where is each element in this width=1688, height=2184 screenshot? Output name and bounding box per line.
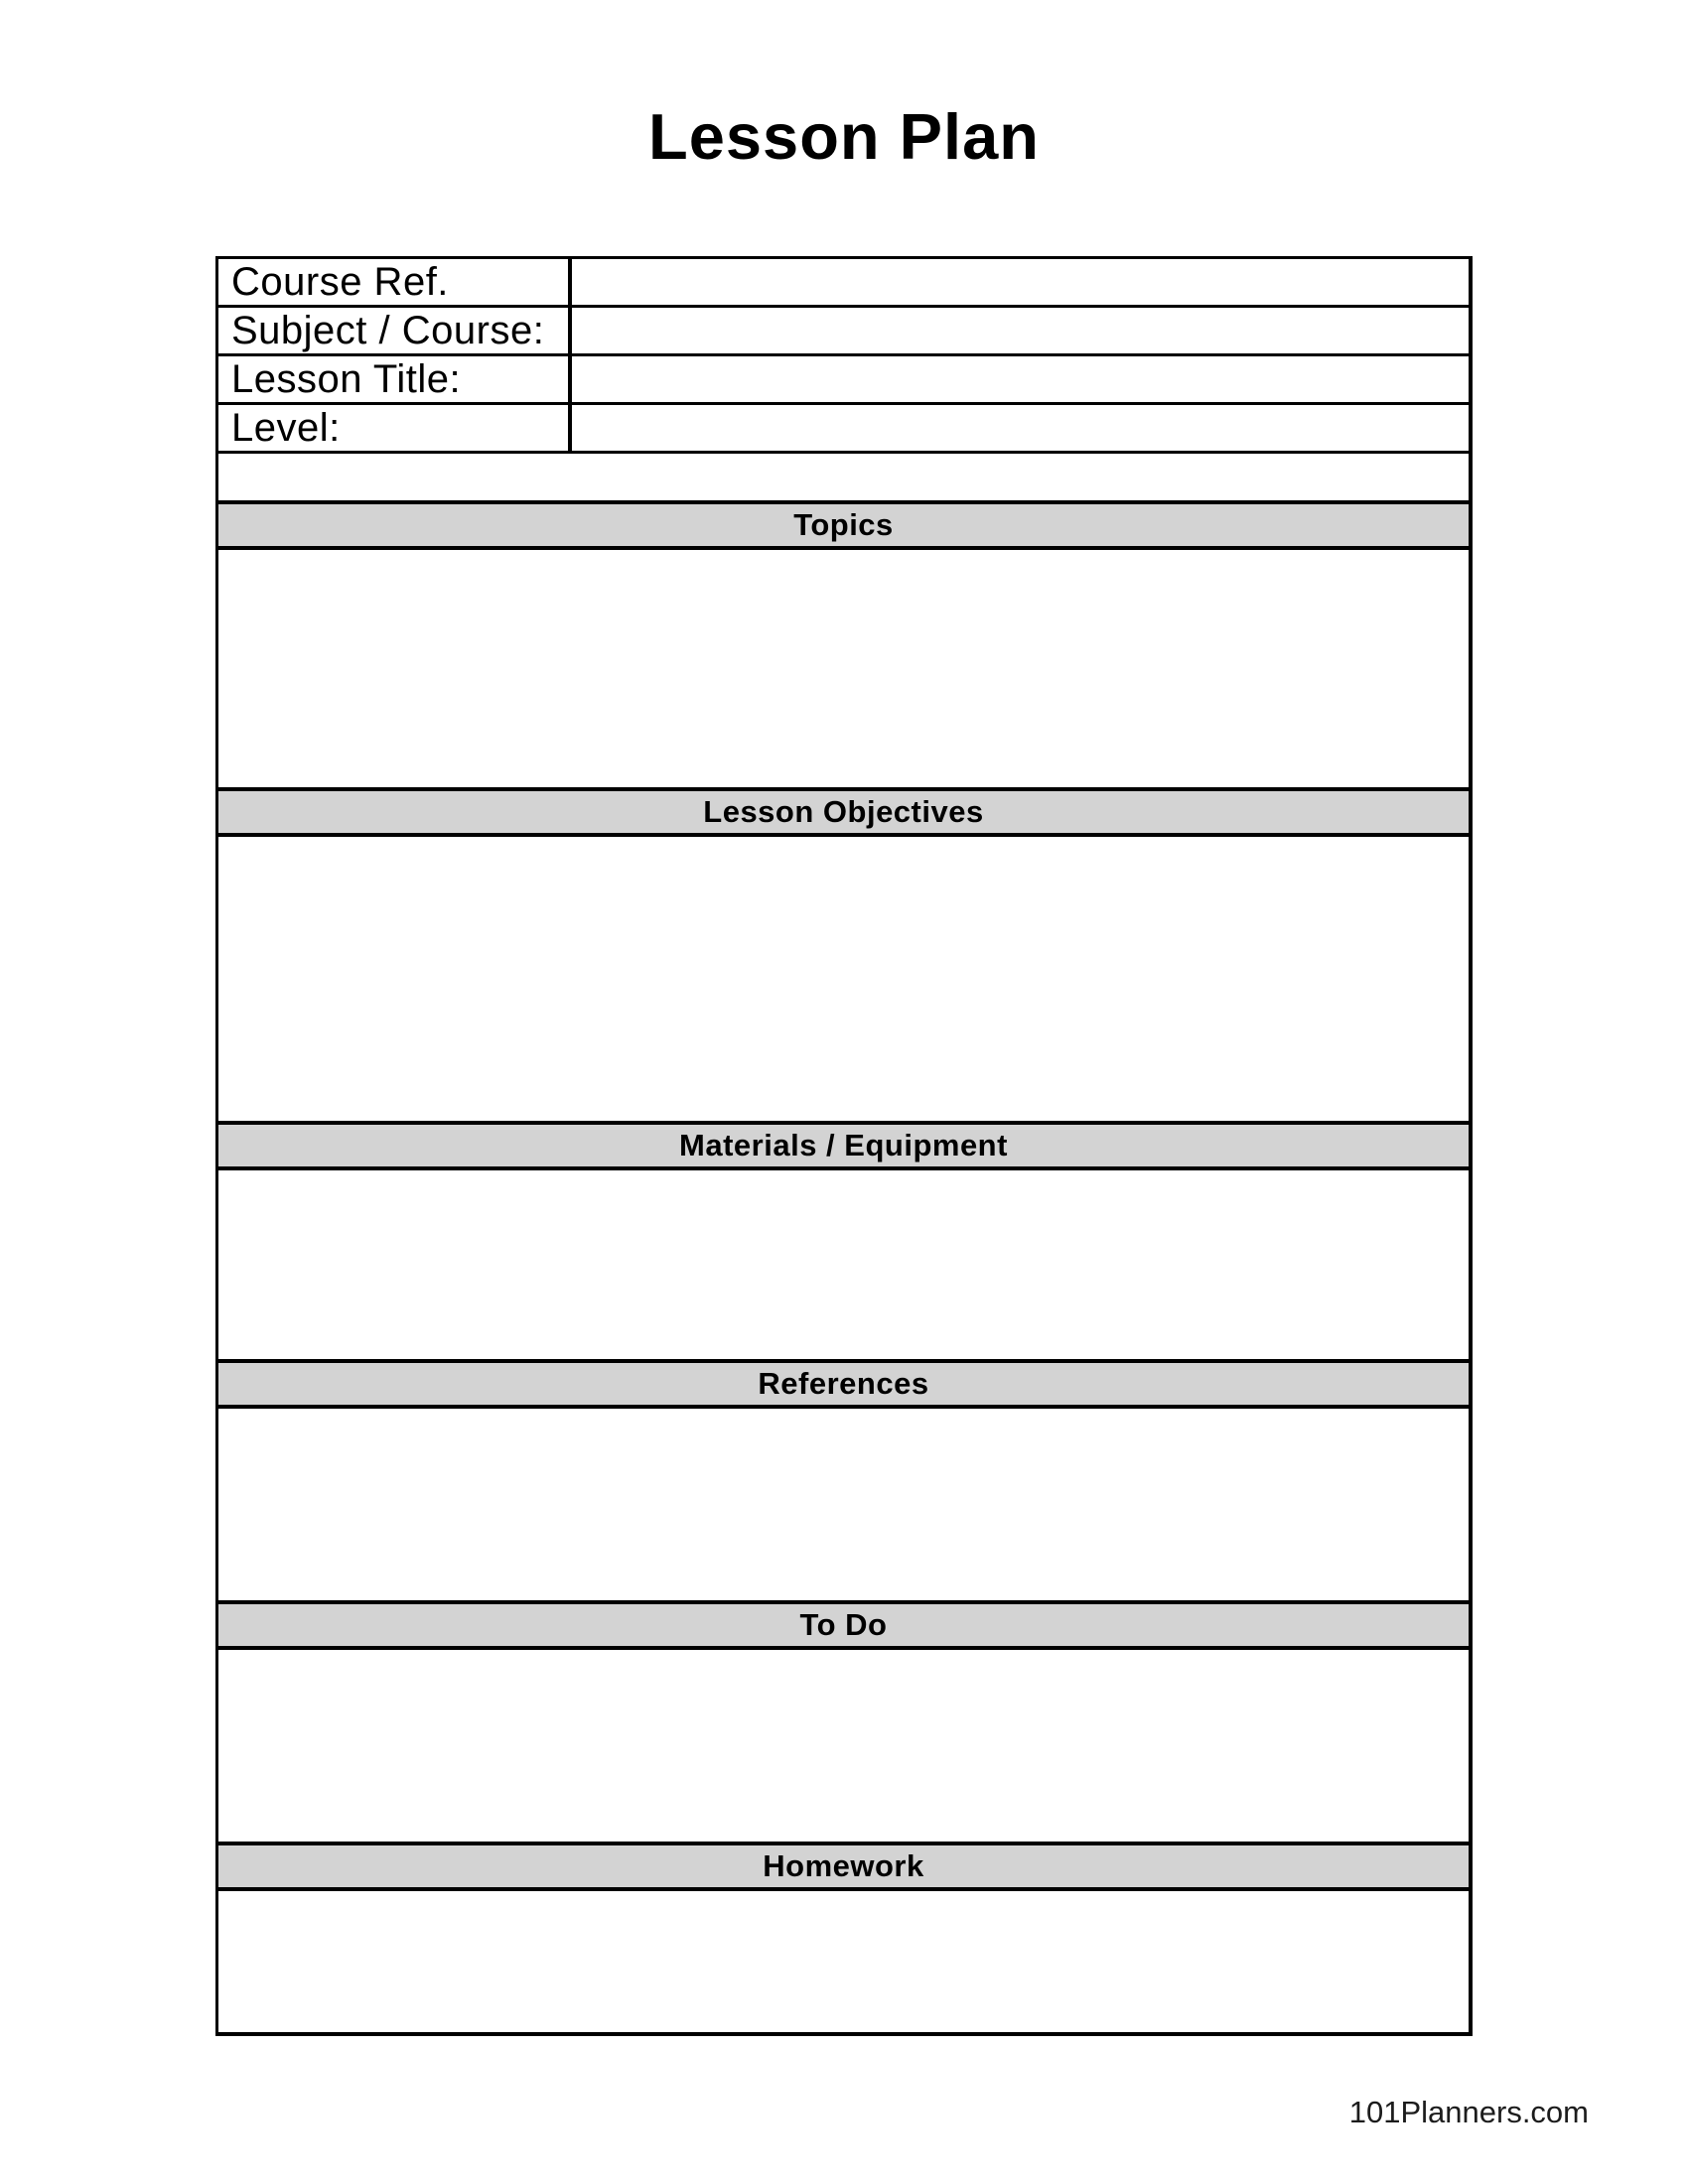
spacer-row — [218, 454, 1469, 500]
section-box-to-do[interactable] — [218, 1650, 1469, 1842]
section-header-homework — [218, 1842, 1469, 1891]
section-box-references[interactable] — [218, 1409, 1469, 1600]
section-title-materials-equipment: Materials / Equipment — [679, 1128, 1008, 1162]
lesson-title-label: Lesson Title: — [218, 356, 572, 402]
section-title-topics: Topics — [793, 507, 894, 542]
lesson-title-input[interactable] — [572, 356, 1469, 402]
footer-brand: 101Planners.com — [1348, 2095, 1589, 2129]
section-header-to-do — [218, 1600, 1469, 1650]
section-title-lesson-objectives: Lesson Objectives — [703, 794, 984, 829]
info-row-subject-course — [218, 308, 1469, 356]
course-ref-input[interactable] — [572, 259, 1469, 305]
page-title: Lesson Plan — [648, 100, 1040, 173]
info-row-course-ref — [218, 259, 1469, 308]
info-row-lesson-title — [218, 356, 1469, 405]
subject-course-input[interactable] — [572, 308, 1469, 353]
section-header-lesson-objectives — [218, 787, 1469, 837]
lesson-plan-table — [215, 256, 1473, 2036]
section-box-lesson-objectives[interactable] — [218, 837, 1469, 1121]
section-header-topics — [218, 500, 1469, 550]
section-title-to-do: To Do — [799, 1607, 888, 1642]
subject-course-label: Subject / Course: — [218, 308, 572, 353]
section-box-homework[interactable] — [218, 1891, 1469, 2032]
section-header-references — [218, 1359, 1469, 1409]
info-row-level — [218, 405, 1469, 454]
level-input[interactable] — [572, 405, 1469, 451]
section-title-references: References — [758, 1366, 929, 1401]
section-box-materials-equipment[interactable] — [218, 1170, 1469, 1359]
section-header-materials-equipment — [218, 1121, 1469, 1170]
level-label: Level: — [218, 405, 572, 451]
section-box-topics[interactable] — [218, 550, 1469, 787]
section-title-homework: Homework — [763, 1848, 924, 1883]
course-ref-label: Course Ref. — [218, 259, 572, 305]
